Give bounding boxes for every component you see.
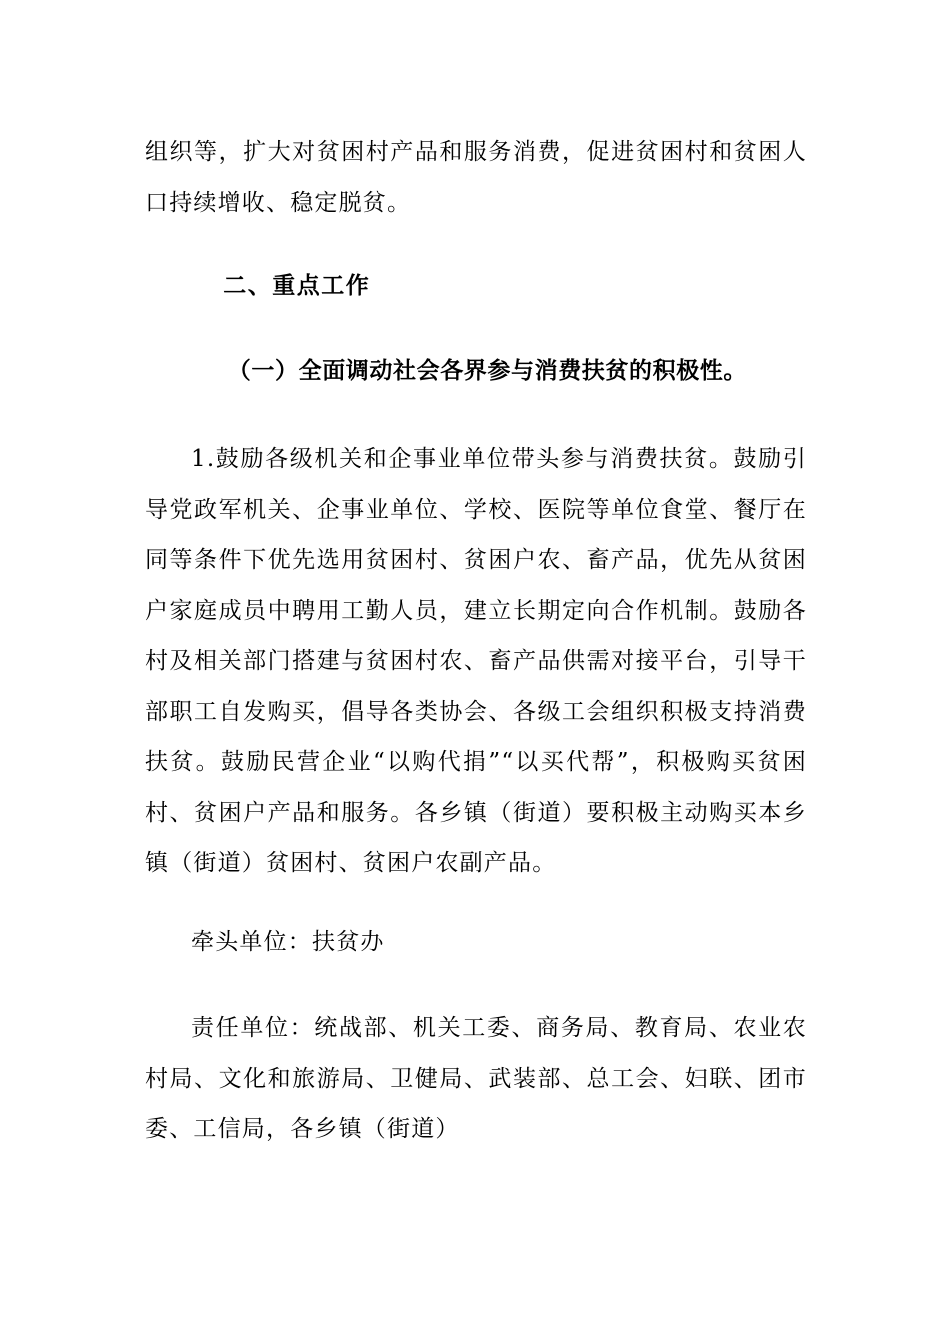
responsible-units-paragraph: 责任单位：统战部、机关工委、商务局、教育局、农业农村局、文化和旅游局、卫健局、武装部、总工会、妇联、团市委、工信局，各乡镇（街道） [145, 1015, 807, 1142]
subsection-heading: （一）全面调动社会各界参与消费扶贫的积极性。 [227, 358, 747, 384]
continued-paragraph: 组织等，扩大对贫困村产品和服务消费，促进贫困村和贫困人口持续增收、稳定脱贫。 [145, 139, 807, 216]
item-1-paragraph: 1.鼓励各级机关和企事业单位带头参与消费扶贫。鼓励引导党政军机关、企事业单位、学校、医院等单位食堂、餐厅在同等条件下优先选用贫困村、贫困户农、畜产品，优先从贫困户家庭成员中聘用工勤人员，建立长期定向合作机制。鼓励各村及相关部门搭建与贫困村农、畜产品供需对接平台，引导干部职工自发购买，倡导各类协会、各级工会组织积极支持消费扶贫。鼓励民营企业“以购代捐”“以买代帮”，积极购买贫困村、贫困户产品和服务。各乡镇（街道）要积极主动购买本乡镇（街道）贫困村、贫困户农副产品。 [145, 446, 807, 876]
section-heading: 二、重点工作 [223, 273, 371, 299]
lead-unit-line: 牵头单位：扶贫办 [191, 929, 385, 955]
